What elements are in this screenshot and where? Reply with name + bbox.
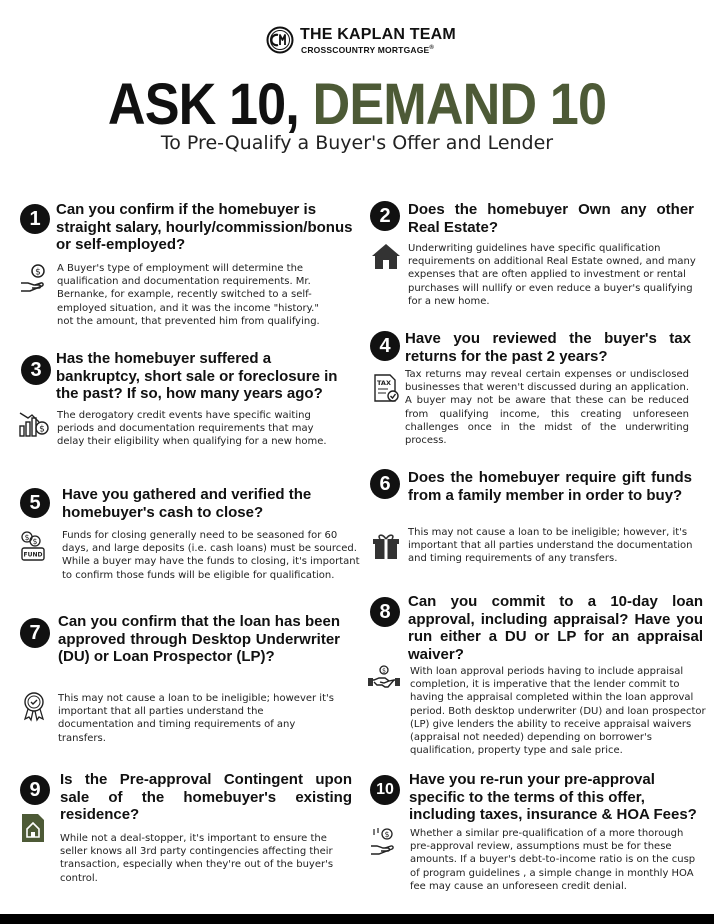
home-document-icon: [17, 812, 49, 844]
page-subtitle: To Pre-Qualify a Buyer's Offer and Lender: [160, 132, 554, 154]
question-title-8: Can you commit to a 10-day loan approval, including appraisal? Have you run either a DU or LP for an appraisal waiver?: [408, 593, 703, 663]
handshake-icon: [368, 664, 400, 696]
ccm-logo-icon: [266, 26, 294, 54]
question-number-6: 6: [370, 469, 400, 499]
question-text-8: With loan approval periods having to include appraisal completion, it is imperative that the lender commit to having the appraisal completed within the loan approval period. Both desktop underwriter (DU) and loan prospector (LP) give lenders the ability to receive appraisal waivers (appraisal not needed) depending on borrower's qualification, property type and sale price.: [410, 666, 706, 757]
svg-text:FUND: FUND: [23, 551, 43, 559]
gift-icon: [370, 530, 402, 562]
svg-text:$: $: [24, 533, 30, 542]
brand-header: [266, 24, 466, 58]
question-text-3: The derogatory credit events have specific waiting periods and documentation requirements that may delay their eligibility when qualifying for a new home.: [57, 410, 327, 448]
question-text-6: This may not cause a loan to be ineligible; however, it's important that all parties understand the documentation and timing requirements of any transfers.: [408, 527, 693, 565]
question-text-1: A Buyer's type of employment will determine the qualification and documentation requirements. Mr. Bernanke, for example, recently switched to a self- employed situation, and it was the income "history." not the amount, that prevented him from qualifying.: [57, 263, 320, 327]
question-text-5: Funds for closing generally need to be seasoned for 60 days, and large deposits (i.e. cash loans) must be sourced. While a buyer may have the funds to closing, it's important to confirm those funds will be eligible for qualification.: [62, 530, 360, 581]
fund-jar-icon: [18, 530, 50, 562]
svg-text:$: $: [32, 537, 38, 546]
question-title-5: Have you gathered and verified the homebuyer's cash to close?: [62, 486, 312, 521]
page-title: [36, 72, 679, 138]
question-number-2: 2: [370, 201, 400, 231]
question-text-10: Whether a similar pre-qualification of a more thorough pre-approval review, assumptions must be for these amounts. If a buyer's debt-to-income ratio is on the cusp of program guidelines , a simple change in monthly HOA fee may cause an unforeseen credit denial.: [410, 828, 696, 892]
question-number-5: 5: [20, 488, 50, 518]
svg-text:$: $: [39, 424, 45, 435]
question-title-7: Can you confirm that the loan has been approved through Desktop Underwriter (DU) or Loan Prospector (LP)?: [58, 613, 340, 665]
question-text-7: This may not cause a loan to be ineligible; however it's important that all parties understand the documentation and timing requirements of any transfers.: [58, 693, 334, 744]
svg-text:$: $: [382, 667, 386, 675]
brand-name: THE KAPLAN TEAM: [300, 26, 456, 43]
question-number-10: 10: [370, 775, 400, 805]
question-number-8: 8: [370, 597, 400, 627]
svg-text:TAX: TAX: [377, 379, 391, 387]
question-title-9: Is the Pre-approval Contingent upon sale of the homebuyer's existing residence?: [60, 771, 352, 823]
question-title-10: Have you re-run your pre-approval specific to the terms of this offer, including taxes, insurance & HOA Fees?: [409, 771, 697, 823]
question-number-1: 1: [20, 204, 50, 234]
question-number-4: 4: [370, 331, 400, 361]
question-text-4: Tax returns may reveal certain expenses or undisclosed businesses that weren't discussed during an application. A buyer may not be aware that these can be reduced from qualifying income, this creating unforeseen challenges once in the midst of the underwriting process.: [405, 369, 689, 447]
brand-company: CROSSCOUNTRY MORTGAGE®: [301, 45, 435, 55]
question-title-4: Have you reviewed the buyer's tax returns for the past 2 years?: [405, 330, 691, 365]
tax-document-icon: [370, 372, 402, 404]
declining-chart-icon: [17, 408, 49, 440]
question-number-7: 7: [20, 618, 50, 648]
svg-text:$: $: [384, 830, 390, 839]
svg-text:$: $: [35, 267, 41, 278]
approval-badge-icon: [18, 690, 50, 722]
title-part-demand: DEMAND 10: [312, 72, 607, 137]
question-number-3: 3: [21, 355, 51, 385]
question-number-9: 9: [20, 775, 50, 805]
question-text-9: While not a deal-stopper, it's important to ensure the seller knows all 3rd party contingencies affecting their transaction, especially when they're out of the buyer's control.: [60, 833, 334, 884]
footer-bar: [0, 914, 714, 924]
hand-holding-dollar-icon: [18, 263, 50, 295]
question-title-6: Does the homebuyer require gift funds from a family member in order to buy?: [408, 469, 692, 504]
house-icon: [370, 240, 402, 272]
question-title-3: Has the homebuyer suffered a bankruptcy, short sale or foreclosure in the past? If so, how many years ago?: [56, 350, 338, 402]
question-text-2: Underwriting guidelines have specific qualification requirements on additional Real Estate owned, and many expenses that are often applied to investment or rental purchases will nullify or even reduce a buyer's qualifying for a new home.: [408, 243, 696, 307]
title-part-ask: ASK 10,: [107, 72, 313, 137]
question-title-2: Does the homebuyer Own any other Real Estate?: [408, 201, 694, 236]
money-hand-icon: [368, 826, 400, 858]
question-title-1: Can you confirm if the homebuyer is straight salary, hourly/commission/bonus or self-employed?: [56, 201, 353, 253]
